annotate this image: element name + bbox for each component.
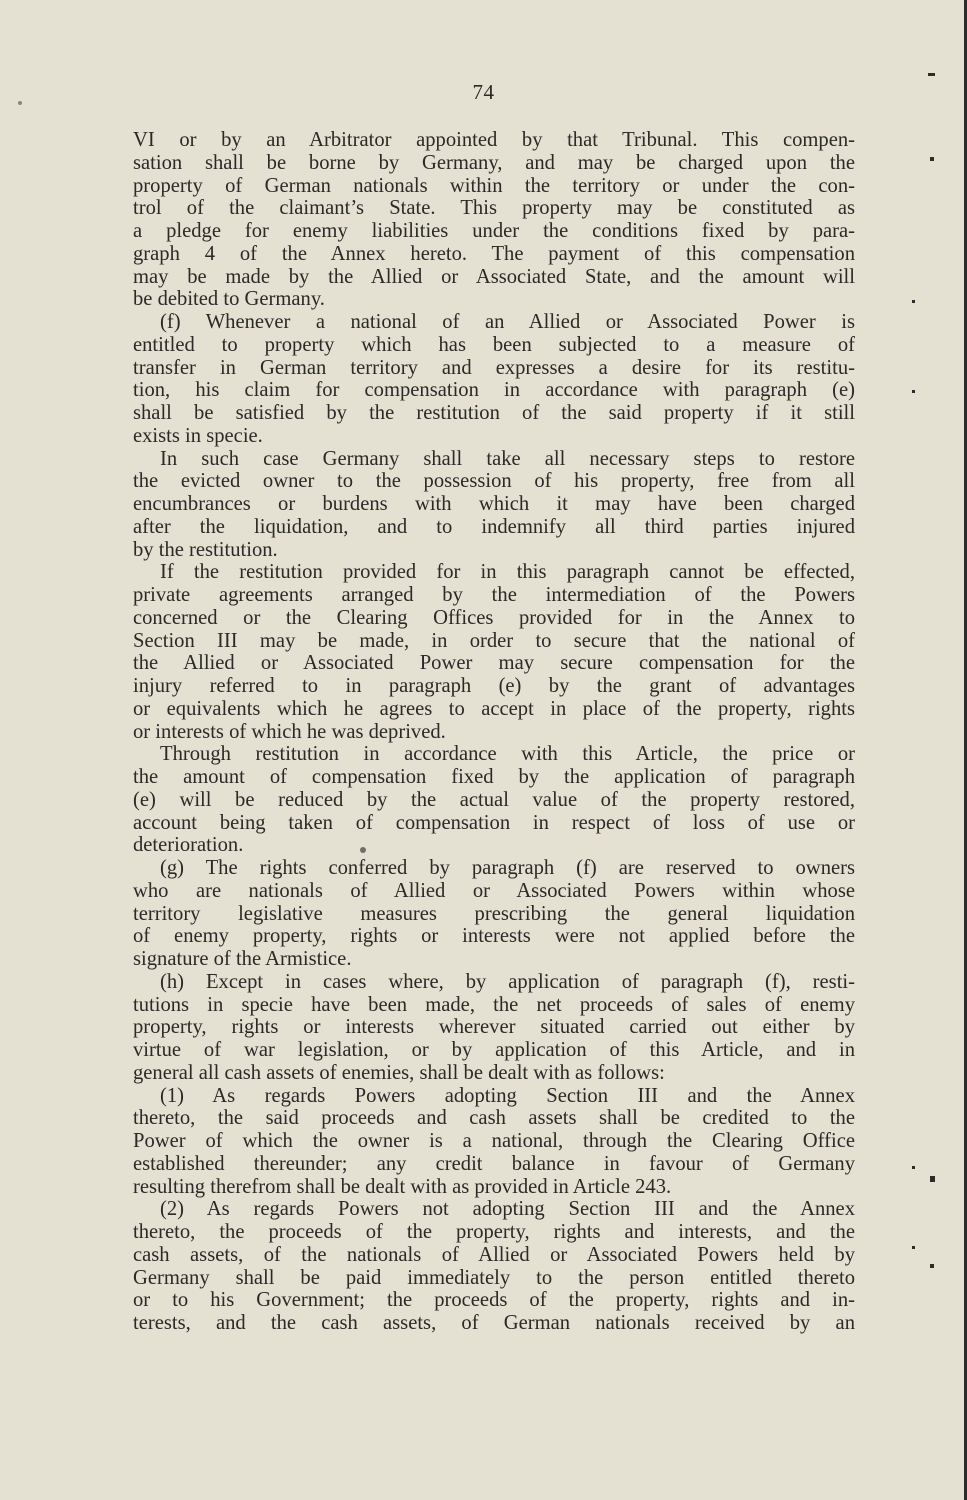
- text-line: tutions in specie have been made, the net proceeds of sales of enemy: [133, 993, 855, 1016]
- text-line: injury referred to in paragraph (e) by the grant of advantages: [133, 675, 855, 697]
- scan-speck: [912, 1166, 915, 1169]
- text-line: trol of the claimant’s State. This property may be constituted as: [133, 197, 855, 220]
- text-line: may be made by the Allied or Associated State, and the amount will: [133, 265, 855, 288]
- scan-speck: [912, 1246, 915, 1249]
- text-line: or interests of which he was deprived.: [133, 720, 446, 743]
- text-line: graph 4 of the Annex hereto. The payment of this compensation: [133, 242, 855, 265]
- paragraph: [133, 1085, 855, 1199]
- text-line: who are nationals of Allied or Associated Powers within whose: [133, 879, 855, 902]
- text-line: be debited to Germany.: [133, 288, 325, 311]
- paragraph: [133, 129, 855, 311]
- text-line: Through restitution in accordance with this Article, the price or: [160, 743, 855, 766]
- text-line: (2) As regards Powers not adopting Section III and the Annex: [160, 1198, 855, 1221]
- text-line: property of German nationals within the territory or under the con-: [133, 174, 855, 197]
- text-line: the Allied or Associated Power may secure compensation for the: [133, 652, 855, 675]
- text-line: property, rights or interests wherever situated carried out either by: [133, 1016, 855, 1039]
- paragraph: [133, 561, 855, 743]
- scan-speck: [930, 1264, 934, 1268]
- scan-speck: [360, 847, 366, 853]
- text-line: concerned or the Clearing Offices provided for in the Annex to: [133, 606, 855, 629]
- scan-speck: [912, 390, 915, 393]
- scan-speck: [928, 73, 935, 76]
- text-line: established thereunder; any credit balance in favour of Germany: [133, 1152, 855, 1175]
- text-line: sation shall be borne by Germany, and may be charged upon the: [133, 151, 855, 174]
- paragraph: [133, 448, 855, 562]
- text-line: exists in specie.: [133, 424, 263, 447]
- scan-speck: [18, 101, 22, 105]
- text-line: tion, his claim for compensation in accordance with paragraph (e): [133, 379, 855, 402]
- scan-speck: [930, 157, 934, 161]
- text-line: If the restitution provided for in this paragraph cannot be effected,: [160, 561, 855, 584]
- text-line: Power of which the owner is a national, through the Clearing Office: [133, 1130, 855, 1152]
- text-line: (e) will be reduced by the actual value of the property restored,: [133, 788, 855, 811]
- text-line: thereto, the said proceeds and cash assets shall be credited to the: [133, 1107, 855, 1130]
- text-line: (g) The rights conferred by paragraph (f) are reserved to owners: [160, 857, 855, 879]
- text-line: terests, and the cash assets, of German nationals received by an: [133, 1312, 855, 1334]
- text-line: Section III may be made, in order to secure that the national of: [133, 629, 855, 652]
- scan-speck: [930, 1176, 935, 1182]
- text-line: thereto, the proceeds of the property, rights and interests, and the: [133, 1221, 855, 1243]
- text-line: In such case Germany shall take all necessary steps to restore: [160, 447, 855, 470]
- text-line: encumbrances or burdens with which it may have been charged: [133, 493, 855, 515]
- text-line: of enemy property, rights or interests were not applied before the: [133, 925, 855, 948]
- paragraph: [133, 743, 855, 857]
- text-line: virtue of war legislation, or by application of this Article, and in: [133, 1039, 855, 1061]
- text-line: territory legislative measures prescribing the general liquidation: [133, 902, 855, 925]
- text-line: deterioration.: [133, 834, 244, 857]
- paragraph: [133, 857, 855, 971]
- text-line: cash assets, of the nationals of Allied or Associated Powers held by: [133, 1243, 855, 1266]
- text-line: the amount of compensation fixed by the application of paragraph: [133, 766, 855, 788]
- page-number: 74: [472, 80, 495, 104]
- text-line: or equivalents which he agrees to accept in place of the property, rights: [133, 697, 855, 720]
- text-line: private agreements arranged by the intermediation of the Powers: [133, 584, 855, 606]
- text-line: Germany shall be paid immediately to the person entitled thereto: [133, 1266, 855, 1289]
- text-line: entitled to property which has been subjected to a measure of: [133, 333, 855, 356]
- text-line: a pledge for enemy liabilities under the conditions fixed by para-: [133, 220, 855, 242]
- paragraph: [133, 1198, 855, 1335]
- text-line: (h) Except in cases where, by application of paragraph (f), resti-: [160, 970, 855, 993]
- paragraph: [133, 971, 855, 1085]
- paragraph: [133, 311, 855, 448]
- text-line: the evicted owner to the possession of his property, free from all: [133, 470, 855, 493]
- text-line: (1) As regards Powers adopting Section III and the Annex: [160, 1084, 855, 1107]
- text-line: signature of the Armistice.: [133, 948, 352, 970]
- text-line: (f) Whenever a national of an Allied or Associated Power is: [160, 311, 855, 333]
- text-line: after the liquidation, and to indemnify all third parties injured: [133, 515, 855, 538]
- text-line: transfer in German territory and expresses a desire for its restitu-: [133, 356, 855, 379]
- text-line: or to his Government; the proceeds of the property, rights and in-: [133, 1289, 855, 1312]
- scan-speck: [912, 300, 915, 303]
- text-line: by the restitution.: [133, 538, 278, 561]
- text-line: resulting therefrom shall be dealt with as provided in Article 243.: [133, 1175, 672, 1198]
- text-line: general all cash assets of enemies, shall be dealt with as follows:: [133, 1061, 665, 1084]
- text-line: shall be satisfied by the restitution of the said property if it still: [133, 402, 855, 424]
- text-line: account being taken of compensation in respect of loss of use or: [133, 811, 855, 834]
- text-line: VI or by an Arbitrator appointed by that Tribunal. This compen-: [133, 129, 855, 151]
- document-body: [133, 129, 855, 1335]
